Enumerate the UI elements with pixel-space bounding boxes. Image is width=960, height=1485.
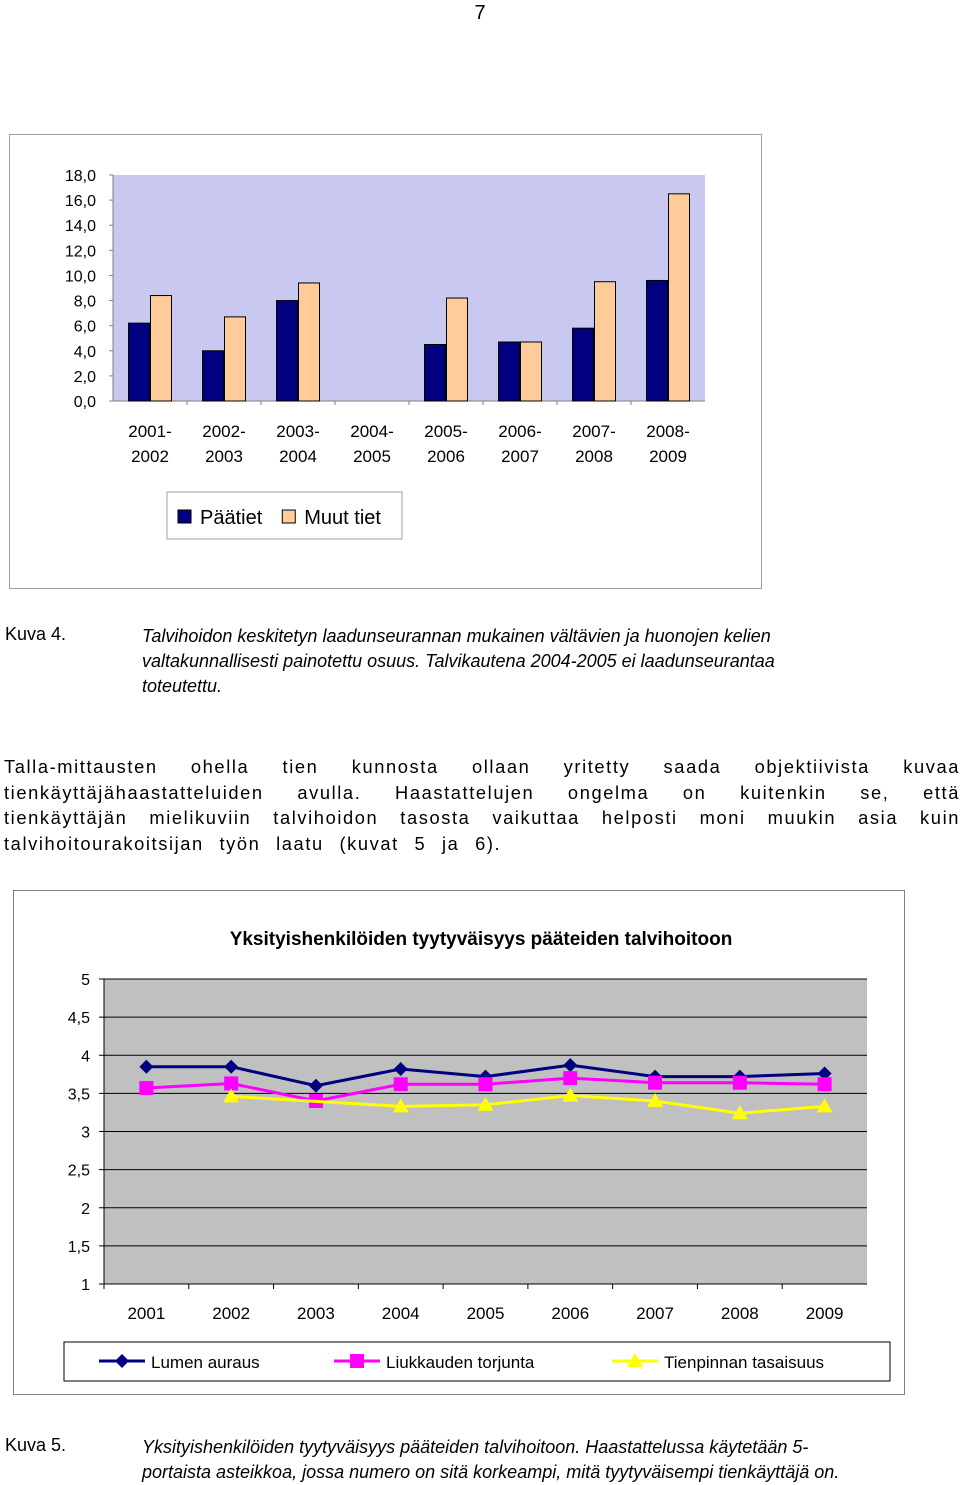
y-tick-label: 2,5 — [67, 1162, 90, 1180]
data-point — [224, 1076, 238, 1090]
x-tick-label: 2004 — [279, 447, 317, 466]
y-tick-label: 14,0 — [64, 218, 96, 236]
legend-marker — [350, 1354, 364, 1368]
x-tick-label: 2003- — [276, 422, 320, 441]
body-line: Talla-mittausten ohella tien kunnosta ollaan yritetty saada objektiivista kuvaa — [4, 756, 960, 777]
x-tick-label: 2004 — [381, 1304, 420, 1323]
bar-Muut tiet — [299, 283, 320, 401]
x-tick-label: 2009 — [649, 447, 687, 466]
line-chart-frame — [13, 890, 905, 1395]
y-tick-label: 5 — [81, 972, 90, 989]
figure5-caption-line: Yksityishenkilöiden tyytyväisyys pääteiden talvihoitoon. Haastattelussa käytetään 5- — [142, 1437, 809, 1457]
x-tick-label: 2003 — [297, 1304, 335, 1323]
bar-Muut tiet — [595, 282, 616, 401]
x-tick-label: 2001 — [127, 1304, 166, 1323]
x-tick-label: 2001- — [128, 422, 172, 441]
legend-label: Päätiet — [200, 507, 263, 529]
legend — [167, 492, 402, 539]
legend-swatch — [282, 510, 295, 523]
y-tick-label: 2,0 — [73, 368, 96, 386]
bar-chart-frame — [9, 134, 762, 589]
data-point — [818, 1077, 832, 1091]
x-tick-label: 2005 — [353, 447, 391, 466]
data-point — [479, 1077, 493, 1091]
x-tick-label: 2008 — [575, 447, 613, 466]
x-tick-label: 2009 — [805, 1304, 844, 1323]
x-tick-label: 2006 — [551, 1304, 590, 1323]
y-tick-label: 0,0 — [73, 394, 96, 411]
figure4-caption-line: valtakunnallisesti painotettu osuus. Talvikautena 2004-2005 ei laadunseurantaa — [142, 651, 775, 671]
chart-title: Yksityishenkilöiden tyytyväisyys pääteiden talvihoitoon — [229, 929, 733, 950]
y-tick-label: 16,0 — [64, 193, 96, 211]
x-tick-label: 2002- — [202, 422, 246, 441]
legend-label: Tienpinnan tasaisuus — [664, 1353, 825, 1372]
figure4-label: Kuva 4. — [5, 624, 67, 644]
y-tick-label: 4,5 — [67, 1010, 90, 1028]
legend — [64, 1342, 890, 1381]
figure4-caption — [142, 624, 942, 699]
bar-Muut tiet — [151, 296, 172, 401]
y-tick-label: 10,0 — [64, 268, 96, 286]
plot-area — [113, 175, 705, 401]
y-tick-label: 18,0 — [64, 168, 96, 185]
data-point — [648, 1076, 662, 1090]
bar-Muut tiet — [447, 298, 468, 401]
body-paragraph — [4, 754, 960, 856]
bar-Muut tiet — [225, 317, 246, 401]
bar-Päätiet — [129, 323, 150, 401]
data-point — [394, 1077, 408, 1091]
body-line: tienkäyttäjän mielikuviin talvihoidon tasosta vaikuttaa helposti moni muukin asia kuin — [4, 807, 960, 828]
figure5-label: Kuva 5. — [5, 1435, 67, 1455]
y-tick-label: 1,5 — [67, 1238, 90, 1256]
x-tick-label: 2008 — [720, 1304, 759, 1323]
x-tick-label: 2002 — [212, 1304, 251, 1323]
x-tick-label: 2006- — [498, 422, 542, 441]
y-tick-label: 3,5 — [67, 1086, 90, 1104]
x-tick-label: 2003 — [205, 447, 243, 466]
x-tick-label: 2002 — [131, 447, 169, 466]
bar-chart — [10, 135, 761, 588]
legend-label: Liukkauden torjunta — [386, 1353, 535, 1372]
bar-Päätiet — [277, 301, 298, 401]
figure4-caption-line: toteutettu. — [142, 676, 223, 696]
y-tick-label: 8,0 — [73, 293, 96, 311]
y-tick-label: 6,0 — [73, 318, 96, 336]
data-point — [733, 1076, 747, 1090]
x-tick-label: 2007- — [572, 422, 616, 441]
legend-label: Muut tiet — [304, 507, 381, 529]
x-tick-label: 2005 — [466, 1304, 505, 1323]
x-tick-label: 2004- — [350, 422, 394, 441]
x-tick-label: 2005- — [424, 422, 468, 441]
figure5-caption — [142, 1435, 960, 1485]
bar-Päätiet — [647, 280, 668, 401]
y-tick-label: 12,0 — [64, 243, 96, 261]
x-tick-label: 2006 — [427, 447, 465, 466]
figure5-caption-line: portaista asteikkoa, jossa numero on sitä korkeampi, mitä tyytyväisempi tienkäyttäjä on. — [142, 1462, 840, 1482]
legend-swatch — [178, 510, 191, 523]
x-tick-label: 2007 — [501, 447, 539, 466]
bar-Muut tiet — [521, 342, 542, 401]
y-tick-label: 3 — [81, 1124, 90, 1142]
y-tick-label: 4 — [81, 1048, 90, 1066]
page-number: 7 — [474, 2, 486, 24]
y-tick-label: 4,0 — [73, 343, 96, 361]
body-line: talvihoitourakoitsijan työn laatu (kuvat 5 ja 6). — [4, 832, 502, 854]
legend-label: Lumen auraus — [151, 1353, 260, 1372]
x-tick-label: 2007 — [636, 1304, 674, 1323]
body-line: tienkäyttäjähaastatteluiden avulla. Haastattelujen ongelma on kuitenkin se, että — [4, 781, 960, 803]
data-point — [563, 1071, 577, 1085]
figure4-caption-line: Talvihoidon keskitetyn laadunseurannan mukainen vältävien ja huonojen kelien — [142, 626, 771, 646]
data-point — [139, 1081, 153, 1095]
y-tick-label: 2 — [81, 1200, 90, 1218]
bar-Muut tiet — [669, 194, 690, 401]
bar-Päätiet — [203, 351, 224, 401]
line-chart — [14, 891, 904, 1394]
bar-Päätiet — [499, 342, 520, 401]
bar-Päätiet — [425, 345, 446, 402]
x-tick-label: 2008- — [646, 422, 690, 441]
bar-Päätiet — [573, 328, 594, 401]
y-tick-label: 1 — [81, 1277, 90, 1294]
